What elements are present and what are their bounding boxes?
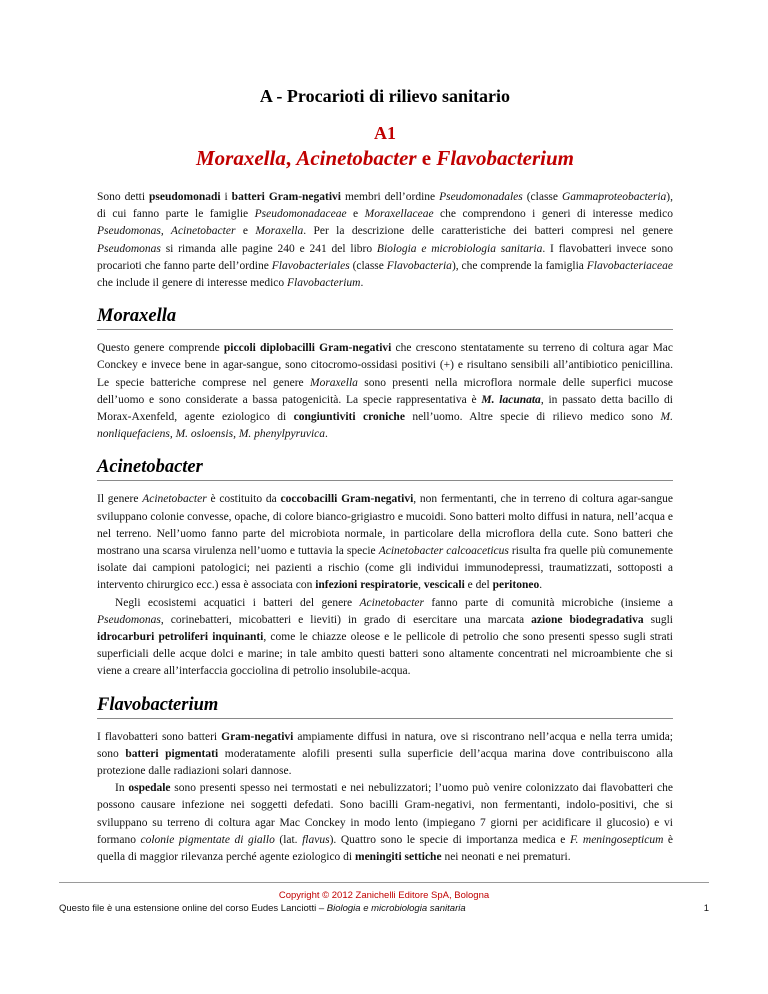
flavobacterium-paragraph-2: In ospedale sono presenti spesso nei termostati e nei nebulizzatori; l’uomo può venire colonizzato dai flavobatteri che possono causare infezione nei soggetti defedati. Sono bacilli Gram-negativi, non fermentanti, indolo-positivi, che si sviluppano su terreno di coltura agar Mac Conckey in modo lento (impiegano 7 giorni per acidificare il glucosio) e vi formano colonie pigmentate di giallo (lat. flavus). Quattro sono le specie di importanza medica e F. meningosepticum è quella di maggior rilevanza perché agente eziologico di meningiti settiche nei neonati e nei prematuri.	[97, 782, 674, 864]
acinetobacter-paragraph-2: Negli ecosistemi acquatici i batteri del genere Acinetobacter fanno parte di comunità microbiche (insieme a Pseudomonas, corinebatteri, micobatteri e lieviti) in grado di esercitare una marcata azione biodegradativa sugli idrocarburi petroliferi inquinanti, come le chiazze oleose e le pellicole di petrolio che sono presenti spesso sugli strati superficiali delle acque dolci e marine; in tale ambito questi batteri sono altamente concentrati nel microambiente che si viene a creare all’interfaccia gocciolina di petrolio insolubile-acqua.	[97, 596, 673, 678]
section-heading-acinetobacter: Acinetobacter	[97, 457, 673, 481]
intro-paragraph: Sono detti pseudomonadi i batteri Gram-negativi membri dell’ordine Pseudomonadales (classe Gammaproteobacteria), di cui fanno parte le famiglie Pseudomonadaceae e Moraxellaceae che comprendono i generi di interesse medico Pseudomonas, Acinetobacter e Moraxella. Per la descrizione delle caratteristiche dei batteri compresi nel genere Pseudomonas si rimanda alle pagine 240 e 241 del libro Biologia e microbiologia sanitaria. I flavobatteri invece sono procarioti che fanno parte dell’ordine Flavobacteriales (classe Flavobacteria), che comprende la famiglia Flavobacteriaceae che include il genere di interesse medico Flavobacterium.	[97, 191, 674, 290]
copyright-notice: Copyright © 2012 Zanichelli Editore SpA, Bologna	[278, 890, 490, 901]
section-heading-moraxella: Moraxella	[97, 306, 673, 330]
page-footer	[59, 882, 709, 914]
chapter-title: Moraxella, Acinetobacter e Flavobacterium	[196, 146, 574, 170]
page-number: 1	[703, 903, 709, 914]
chapter-id: A1	[374, 123, 396, 143]
main-title: A - Procarioti di rilievo sanitario	[259, 86, 511, 106]
section-moraxella	[97, 306, 673, 443]
acinetobacter-paragraph-1: Il genere Acinetobacter è costituito da coccobacilli Gram-negativi, non fermentanti, che in terreno di coltura agar-sangue sviluppano colonie convesse, opache, di colore bianco-grigiastro e mucoidi. Sono batteri molto diffusi in natura, nell’acqua e nel terreno. Nell’uomo fanno parte del microbiota normale, in particolare della microflora della cute. Sono batteri che mostrano una scarsa virulenza nell’uomo e tuttavia la specie Acinetobacter calcoaceticus risulta fra quelle più comunemente isolate dai campioni patologici; nei pazienti a rischio (come gli individui immunodepressi, traumatizzati, sottoposti a intervento chirurgico ecc.) essa è associata con infezioni respiratorie, vescicali e del peritoneo.	[97, 493, 673, 592]
footer-course-line: Questo file è una estensione online del corso Eudes Lanciotti – Biologia e microbiologia sanitaria 1	[59, 903, 709, 914]
document-page	[97, 86, 673, 866]
section-flavobacterium	[97, 695, 673, 867]
section-acinetobacter	[97, 457, 673, 680]
flavobacterium-paragraph-1: I flavobatteri sono batteri Gram-negativi ampiamente diffusi in natura, ove si riscontrano nell’acqua e nella terra umida; sono batteri pigmentati moderatamente alofili presenti sulla superficie dell’acqua marina dove contribuiscono alla protezione dalle radiazioni solari dannose.	[97, 730, 673, 778]
moraxella-paragraph: Questo genere comprende piccoli diplobacilli Gram-negativi che crescono stentatamente su terreno di coltura agar Mac Conckey e invece bene in agar-sangue, sono citocromo-ossidasi positivi (+) e risultano sensibili all’antibiotico penicillina. Le specie batteriche comprese nel genere Moraxella sono presenti nella microflora normale delle superfici mucose dell’uomo e sono considerate a bassa patogenicità. La specie rappresentativa è M. lacunata, in passato detta bacillo di Morax-Axenfeld, agente eziologico di congiuntiviti croniche nell’uomo. Altre specie di rilievo medico sono M. nonliquefaciens, M. osloensis, M. phenylpyruvica.	[97, 342, 673, 441]
section-heading-flavobacterium: Flavobacterium	[97, 695, 673, 719]
